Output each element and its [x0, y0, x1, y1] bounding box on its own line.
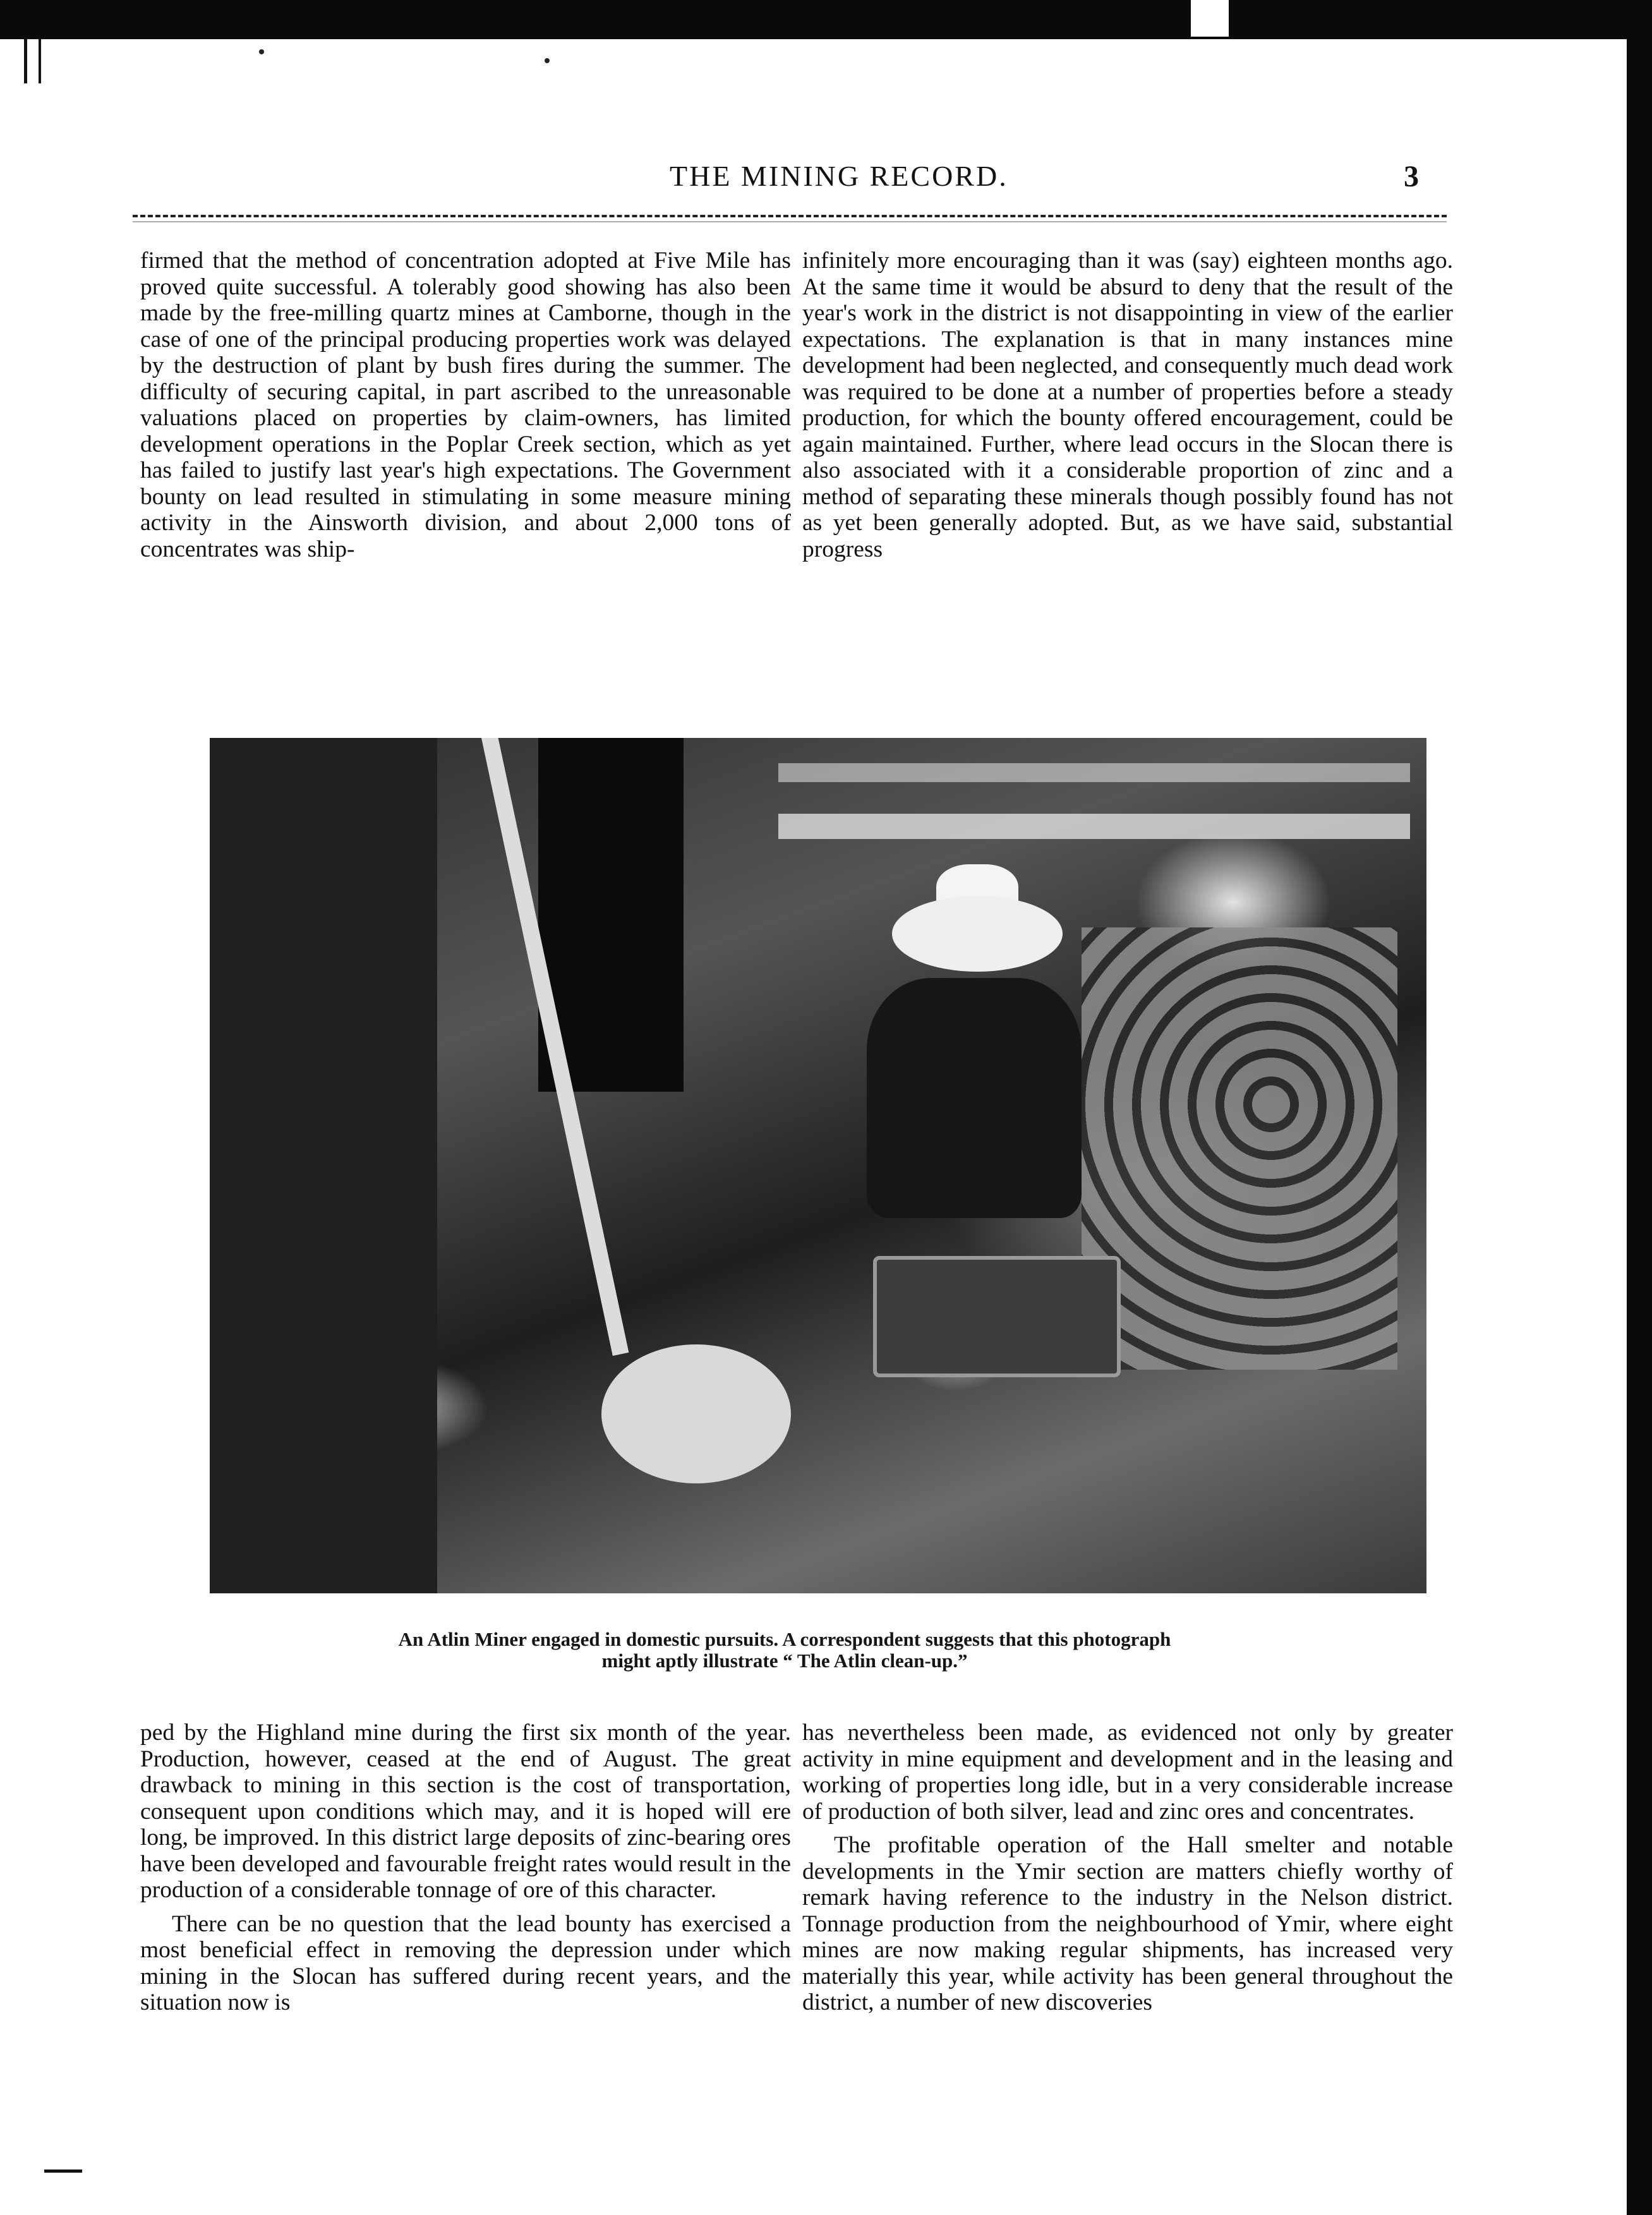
scan-top-border [0, 0, 1652, 39]
text-column-bottom-left [140, 1720, 791, 2016]
paragraph: The profitable operation of the Hall smelter and notable developments in the Ymir section are matters chiefly worthy of remark having reference to the industry in the Nelson district. Tonnage production from the neighbourhood of Ymir, where eight mines are now making regular shipments, has increased very materially this year, while activity has been general throughout the district, a number of new discoveries [802, 1832, 1453, 2015]
header-rule [133, 215, 1447, 217]
page-number: 3 [1404, 160, 1419, 193]
scan-corner-mark [24, 39, 41, 83]
photo-log-beam [778, 814, 1410, 839]
scan-border-gap [1191, 0, 1229, 37]
paragraph: firmed that the method of concentration adopted at Five Mile has proved quite successful. A tolerably good showing has also been made by the free-milling quartz mines at Camborne, though in the case of one of the principal producing properties work was delayed by the destruction of plant by bush fires during the summer. The difficulty of securing capital, in part ascribed to the unreasonable valuations placed on properties by claim-owners, has limited development operations in the Poplar Creek section, which as yet has failed to justify last year's high expectations. The Government bounty on lead resulted in stimulating in some measure mining activity in the Ainsworth division, and about 2,000 tons of concentrates was ship- [140, 248, 791, 562]
text-column-bottom-right [802, 1720, 1453, 2016]
header-rule-faint [133, 221, 1447, 222]
scan-speck [259, 49, 264, 54]
scan-right-border [1627, 0, 1652, 2215]
figure-caption [140, 1629, 1429, 1672]
photo-dog [601, 1344, 791, 1483]
paragraph: infinitely more encouraging than it was (say) eighteen months ago. At the same time it would be absurd to deny that the result of the year's work in the district is not disappointing in view of the earlier expectations. The explanation is that in many instances mine development had been neglected, and consequently much dead work was required to be done at a number of properties before a steady production, for which the bounty offered encouragement, could be again maintained. Further, where lead occurs in the Slocan there is also associated with it a considerable proportion of zinc and a method of separating these minerals though possibly found has not as yet been generally adopted. But, as we have said, substantial progress [802, 248, 1453, 562]
scan-speck [545, 58, 550, 63]
caption-line: might aptly illustrate “ The Atlin clean-up.” [601, 1650, 968, 1672]
running-title: THE MINING RECORD. [670, 160, 1008, 192]
text-column-top-left [140, 248, 791, 562]
photo-hat-brim [892, 896, 1063, 972]
scan-foot-mark [44, 2154, 82, 2173]
photo-log-beam [778, 763, 1410, 782]
photo-washtub [873, 1256, 1121, 1377]
atlin-miner-photograph [210, 738, 1426, 1593]
caption-line: An Atlin Miner engaged in domestic pursuits. A correspondent suggests that this photograph [398, 1628, 1171, 1650]
photo-shadow-left [210, 738, 437, 1593]
paragraph: has nevertheless been made, as evidenced not only by greater activity in mine equipment and development and in the leasing and working of properties long idle, but in a very considerable increase of production of both silver, lead and zinc ores and concentrates. [802, 1720, 1453, 1825]
paragraph: ped by the Highland mine during the first six month of the year. Production, however, ceased at the end of August. The great drawback to mining in this section is the cost of transportation, consequent upon conditions which may, and it is hoped will ere long, be improved. In this district large deposits of zinc-bearing ores have been developed and favourable freight rates would result in the production of a considerable tonnage of ore of this character. [140, 1720, 791, 1903]
paragraph: There can be no question that the lead bounty has exercised a most beneficial effect in removing the depression under which mining in the Slocan has suffered during recent years, and the situation now is [140, 1910, 791, 2015]
text-column-top-right [802, 248, 1453, 562]
photo-miner-body [867, 978, 1082, 1218]
photo-woodpile [1082, 927, 1397, 1370]
